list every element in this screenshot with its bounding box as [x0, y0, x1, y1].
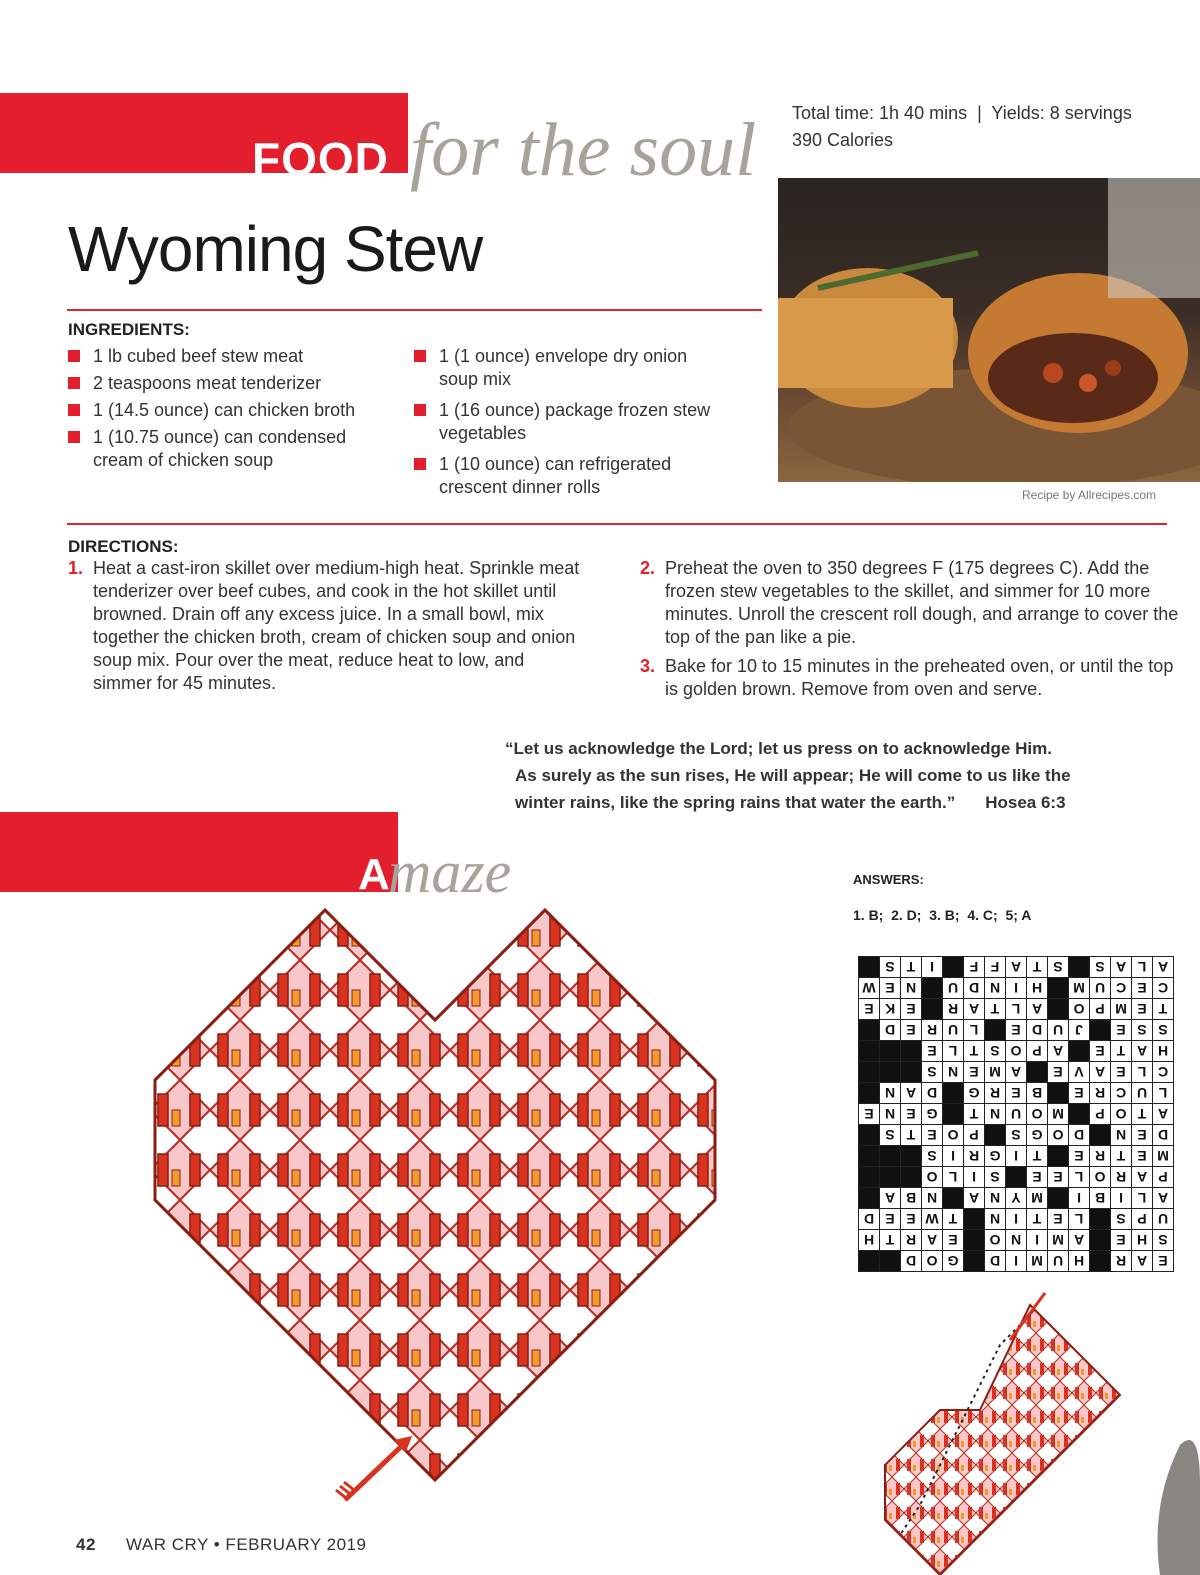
crossword-cell: E [1048, 1167, 1069, 1188]
crossword-cell: A [922, 1230, 943, 1251]
crossword-cell: H [1132, 1230, 1153, 1251]
crossword-cell: S [985, 1167, 1006, 1188]
crossword-cell: B [1027, 1083, 1048, 1104]
step-number: 2. [640, 558, 656, 578]
crossword-cell: T [1111, 1146, 1132, 1167]
crossword-cell: D [1153, 1125, 1174, 1146]
crossword-cell: E [1048, 1209, 1069, 1230]
crossword-cell: E [1006, 1083, 1027, 1104]
amaze-initial: A [358, 850, 390, 899]
ingredient-item: 1 (14.5 ounce) can chicken broth [68, 399, 388, 422]
crossword-block [943, 957, 964, 978]
crossword-cell: E [1090, 1041, 1111, 1062]
crossword-block [1006, 1167, 1027, 1188]
crossword-cell: E [880, 1209, 901, 1230]
crossword-row [859, 1230, 1174, 1251]
crossword-cell: U [1090, 978, 1111, 999]
crossword-cell: M [1048, 1104, 1069, 1125]
crossword-cell: U [943, 978, 964, 999]
crossword-cell: I [1006, 1209, 1027, 1230]
title-divider [67, 309, 762, 311]
crossword-cell: P [1090, 999, 1111, 1020]
crossword-cell: O [922, 1167, 943, 1188]
quote-line-1: “Let us acknowledge the Lord; let us press on to acknowledge Him. [505, 739, 1052, 758]
recipe-calories: 390 Calories [792, 130, 894, 150]
maze-entry-arrow-icon [336, 1436, 412, 1500]
crossword-cell: E [1069, 1083, 1090, 1104]
crossword-cell: T [1132, 1104, 1153, 1125]
step-text: Heat a cast-iron skillet over medium-high heat. Sprinkle meat tenderizer over beef cubes, and cook in the hot skillet until browned. Drain off any excess juice. In a small bowl, mix together the chicken broth, cream of chicken soup and onion soup mix. Pour over the meat, reduce heat to low, and simmer for 45 minutes. [93, 558, 580, 693]
crossword-row [859, 1167, 1174, 1188]
crossword-block [922, 978, 943, 999]
ingredient-item: 2 teaspoons meat tenderizer [68, 372, 388, 395]
crossword-cell: A [1153, 957, 1174, 978]
crossword-cell: I [922, 957, 943, 978]
crossword-cell: I [1027, 1230, 1048, 1251]
crossword-cell: E [922, 1041, 943, 1062]
ingredient-item: 1 (10.75 ounce) can condensed cream of chicken soup [68, 426, 388, 472]
crossword-row [859, 978, 1174, 999]
crossword-cell: A [1153, 1188, 1174, 1209]
crossword-cell: E [1006, 1020, 1027, 1041]
directions-list-right [640, 557, 1180, 707]
crossword-block [859, 1020, 880, 1041]
bullet-square-icon [414, 404, 426, 416]
crossword-cell: L [943, 1167, 964, 1188]
crossword-cell: T [1027, 1146, 1048, 1167]
crossword-row [859, 1062, 1174, 1083]
crossword-cell: A [1006, 1062, 1027, 1083]
crossword-cell: C [1153, 1062, 1174, 1083]
crossword-cell: C [1153, 978, 1174, 999]
crossword-cell: E [1069, 1146, 1090, 1167]
crossword-cell: M [1048, 1230, 1069, 1251]
crossword-cell: H [1069, 1251, 1090, 1272]
crossword-block [1069, 1104, 1090, 1125]
crossword-cell: S [1048, 957, 1069, 978]
crossword-block [859, 1146, 880, 1167]
crossword-cell: F [964, 957, 985, 978]
bullet-square-icon [414, 458, 426, 470]
crossword-cell: E [1132, 999, 1153, 1020]
crossword-block [880, 1167, 901, 1188]
crossword-cell: D [964, 978, 985, 999]
publication-line: WAR CRY • FEBRUARY 2019 [126, 1535, 367, 1554]
crossword-cell: E [943, 1230, 964, 1251]
crossword-row [859, 1251, 1174, 1272]
crossword-block [901, 1167, 922, 1188]
crossword-cell: L [1069, 1209, 1090, 1230]
crossword-row [859, 957, 1174, 978]
crossword-cell: W [859, 978, 880, 999]
crossword-cell: S [1006, 1125, 1027, 1146]
crossword-cell: L [1132, 1062, 1153, 1083]
crossword-cell: R [943, 999, 964, 1020]
crossword-cell: S [922, 1062, 943, 1083]
crossword-cell: S [985, 1041, 1006, 1062]
crossword-cell: E [1132, 1146, 1153, 1167]
crossword-cell: A [1048, 1041, 1069, 1062]
crossword-cell: S [1153, 1230, 1174, 1251]
crossword-cell: A [880, 1188, 901, 1209]
crossword-cell: E [1153, 1251, 1174, 1272]
crossword-block [1048, 1083, 1069, 1104]
crossword-cell: G [1027, 1125, 1048, 1146]
crossword-cell: U [1048, 1251, 1069, 1272]
bullet-square-icon [414, 350, 426, 362]
crossword-cell: A [1090, 1062, 1111, 1083]
crossword-cell: S [880, 957, 901, 978]
crossword-block [943, 1104, 964, 1125]
recipe-photo [778, 178, 1200, 482]
crossword-block [859, 957, 880, 978]
crossword-cell: N [880, 1083, 901, 1104]
crossword-cell: G [964, 1083, 985, 1104]
crossword-block [1069, 1041, 1090, 1062]
crossword-cell: A [1069, 1230, 1090, 1251]
crossword-block [859, 1041, 880, 1062]
crossword-block [943, 1083, 964, 1104]
crossword-cell: R [1090, 1083, 1111, 1104]
bullet-square-icon [68, 431, 80, 443]
crossword-cell: N [985, 1188, 1006, 1209]
crossword-cell: E [1111, 1230, 1132, 1251]
crossword-cell: O [1069, 999, 1090, 1020]
crossword-block [901, 1062, 922, 1083]
crossword-cell: R [985, 1083, 1006, 1104]
crossword-block [859, 1167, 880, 1188]
crossword-cell: T [901, 957, 922, 978]
crossword-block [1069, 957, 1090, 978]
crossword-block [1027, 1062, 1048, 1083]
crossword-cell: D [1069, 1125, 1090, 1146]
crossword-cell: U [1132, 1083, 1153, 1104]
crossword-block [964, 1209, 985, 1230]
crossword-block [943, 1188, 964, 1209]
crossword-cell: L [964, 1020, 985, 1041]
crossword-cell: U [943, 1020, 964, 1041]
crossword-cell: M [1069, 978, 1090, 999]
crossword-cell: H [1027, 978, 1048, 999]
crossword-row [859, 1209, 1174, 1230]
crossword-cell: O [1006, 1041, 1027, 1062]
crossword-cell: I [964, 1167, 985, 1188]
crossword-cell: D [859, 1209, 880, 1230]
crossword-cell: S [1153, 1020, 1174, 1041]
crossword-cell: N [985, 1209, 1006, 1230]
crossword-block [901, 1041, 922, 1062]
crossword-block [859, 1125, 880, 1146]
crossword-cell: I [1006, 1251, 1027, 1272]
crossword-row [859, 1104, 1174, 1125]
crossword-cell: S [922, 1146, 943, 1167]
crossword-cell: B [901, 1188, 922, 1209]
quote-reference: Hosea 6:3 [985, 793, 1066, 812]
crossword-block [880, 1251, 901, 1272]
crossword-cell: E [901, 1104, 922, 1125]
crossword-cell: O [1090, 1167, 1111, 1188]
crossword-block [859, 1188, 880, 1209]
answers-text: 1. B; 2. D; 3. B; 4. C; 5; A [853, 907, 1032, 923]
crossword-cell: R [1111, 1167, 1132, 1188]
crossword-cell: R [1111, 1251, 1132, 1272]
crossword-row [859, 1146, 1174, 1167]
crossword-block [901, 1146, 922, 1167]
quote-line-3-text: winter rains, like the spring rains that water the earth.” [515, 793, 956, 812]
crossword-block [1090, 1230, 1111, 1251]
crossword-cell: T [1111, 1041, 1132, 1062]
crossword-cell: O [1027, 1104, 1048, 1125]
amaze-red-band [0, 812, 398, 892]
crossword-cell: L [1132, 957, 1153, 978]
crossword-cell: U [1048, 1020, 1069, 1041]
directions-heading: DIRECTIONS: [68, 537, 179, 556]
crossword-cell: O [943, 1125, 964, 1146]
crossword-cell: M [1153, 1146, 1174, 1167]
crossword-cell: J [1069, 1020, 1090, 1041]
section-label-script: for the soul [410, 108, 757, 192]
crossword-cell: I [1006, 1146, 1027, 1167]
crossword-cell: M [1111, 999, 1132, 1020]
crossword-cell: S [1090, 957, 1111, 978]
bullet-square-icon [68, 350, 80, 362]
ingredient-item: 1 lb cubed beef stew meat [68, 345, 388, 368]
crossword-cell: F [985, 957, 1006, 978]
crossword-cell: T [901, 1125, 922, 1146]
crossword-cell: E [880, 978, 901, 999]
step-number: 3. [640, 656, 656, 676]
crossword-answer-grid [858, 956, 1174, 1272]
direction-step [640, 557, 1180, 649]
crossword-cell: L [1132, 1188, 1153, 1209]
step-text: Bake for 10 to 15 minutes in the preheated oven, or until the top is golden brown. Remove from oven and serve. [665, 656, 1174, 699]
crossword-row [859, 1125, 1174, 1146]
crossword-cell: T [1027, 957, 1048, 978]
crossword-cell: E [1111, 1020, 1132, 1041]
crossword-block [1048, 1188, 1069, 1209]
ingredient-item: 1 (16 ounce) package frozen stew vegetables [414, 399, 714, 445]
crossword-cell: E [1048, 1062, 1069, 1083]
crossword-cell: C [1111, 978, 1132, 999]
step-number: 1. [68, 558, 84, 578]
crossword-cell: E [859, 1104, 880, 1125]
crossword-cell: I [1069, 1188, 1090, 1209]
crossword-block [1090, 1209, 1111, 1230]
amaze-script: maze [388, 839, 512, 905]
quote-line-2: As surely as the sun rises, He will appear; He will come to us like the [515, 766, 1071, 785]
crossword-cell: A [1027, 999, 1048, 1020]
direction-step [640, 655, 1180, 701]
ingredients-list-right [414, 345, 714, 503]
crossword-block [859, 1062, 880, 1083]
directions-list-left [68, 557, 588, 701]
crossword-cell: N [880, 1104, 901, 1125]
crossword-cell: A [1132, 1041, 1153, 1062]
quote-line-3 [505, 789, 1165, 816]
crossword-cell: A [964, 999, 985, 1020]
crossword-block [964, 1230, 985, 1251]
crossword-block [1090, 1251, 1111, 1272]
crossword-cell: T [964, 1104, 985, 1125]
heart-maze[interactable] [150, 900, 720, 1510]
crossword-cell: A [901, 1083, 922, 1104]
crossword-cell: D [985, 1251, 1006, 1272]
crossword-cell: T [880, 1230, 901, 1251]
crossword-block [1090, 1125, 1111, 1146]
crossword-cell: A [1132, 1167, 1153, 1188]
crossword-cell: E [901, 1020, 922, 1041]
crossword-cell: G [922, 1104, 943, 1125]
page-number: 42 [76, 1535, 96, 1554]
crossword-cell: D [901, 1251, 922, 1272]
crossword-cell: D [922, 1083, 943, 1104]
crossword-cell: T [1027, 1209, 1048, 1230]
crossword-row [859, 1041, 1174, 1062]
crossword-cell: I [1111, 1188, 1132, 1209]
crossword-cell: L [1153, 1083, 1174, 1104]
crossword-cell: N [985, 1104, 1006, 1125]
crossword-cell: R [922, 1020, 943, 1041]
crossword-cell: I [943, 1146, 964, 1167]
ingredient-item: 1 (1 ounce) envelope dry onion soup mix [414, 345, 714, 391]
ingredients-list-left [68, 345, 388, 476]
crossword-cell: R [901, 1230, 922, 1251]
crossword-cell: Y [1006, 1188, 1027, 1209]
crossword-cell: N [943, 1062, 964, 1083]
crossword-block [880, 1146, 901, 1167]
crossword-row [859, 999, 1174, 1020]
crossword-cell: R [1090, 1146, 1111, 1167]
crossword-cell: D [1027, 1020, 1048, 1041]
pot-pie-illustration [778, 178, 1200, 482]
crossword-row [859, 1083, 1174, 1104]
crossword-cell: L [1069, 1167, 1090, 1188]
crossword-cell: A [1132, 1251, 1153, 1272]
direction-step [68, 557, 588, 695]
crossword-cell: N [1006, 1230, 1027, 1251]
crossword-cell: K [880, 999, 901, 1020]
crossword-cell: E [901, 1209, 922, 1230]
crossword-cell: S [1132, 1020, 1153, 1041]
crossword-cell: E [1132, 978, 1153, 999]
step-text: Preheat the oven to 350 degrees F (175 degrees C). Add the frozen stew vegetables to the skillet, and simmer for 10 more minutes. Unroll the crescent roll dough, and arrange to cover the top of the pan like a pie. [665, 558, 1179, 647]
crossword-cell: T [964, 1041, 985, 1062]
crossword-cell: I [1006, 978, 1027, 999]
crossword-cell: T [985, 999, 1006, 1020]
crossword-cell: S [1111, 1209, 1132, 1230]
crossword-cell: E [901, 999, 922, 1020]
crossword-cell: O [985, 1230, 1006, 1251]
crossword-cell: E [859, 999, 880, 1020]
crossword-cell: N [1111, 1125, 1132, 1146]
crossword-cell: E [1027, 1167, 1048, 1188]
bullet-square-icon [68, 404, 80, 416]
crossword-block [922, 999, 943, 1020]
scripture-quote [505, 735, 1165, 816]
crossword-cell: R [964, 1146, 985, 1167]
crossword-cell: N [922, 1188, 943, 1209]
photo-credit: Recipe by Allrecipes.com [1022, 488, 1157, 502]
crossword-cell: A [1111, 957, 1132, 978]
crossword-cell: O [922, 1251, 943, 1272]
crossword-block [859, 1083, 880, 1104]
crossword-cell: N [901, 978, 922, 999]
crossword-table [858, 956, 1174, 1272]
crossword-cell: P [1153, 1167, 1174, 1188]
crossword-cell: T [1153, 999, 1174, 1020]
crossword-cell: M [1027, 1188, 1048, 1209]
crossword-cell: B [1090, 1188, 1111, 1209]
crossword-cell: C [1111, 1083, 1132, 1104]
crossword-block [1048, 978, 1069, 999]
crossword-block [859, 1251, 880, 1272]
crossword-cell: A [964, 1188, 985, 1209]
ingredients-heading: INGREDIENTS: [68, 320, 190, 339]
crossword-cell: U [1006, 1104, 1027, 1125]
crossword-cell: P [964, 1125, 985, 1146]
crossword-cell: G [985, 1146, 1006, 1167]
crossword-cell: W [922, 1209, 943, 1230]
crossword-cell: G [943, 1251, 964, 1272]
crossword-cell: S [880, 1125, 901, 1146]
crossword-cell: L [943, 1041, 964, 1062]
crossword-cell: M [1027, 1251, 1048, 1272]
recipe-title: Wyoming Stew [68, 213, 483, 285]
answers-label: ANSWERS: [853, 872, 924, 887]
crossword-block [1048, 999, 1069, 1020]
crossword-cell: N [985, 978, 1006, 999]
crossword-cell: P [1132, 1209, 1153, 1230]
bullet-square-icon [68, 377, 80, 389]
crossword-cell: L [1006, 999, 1027, 1020]
crossword-block [880, 1041, 901, 1062]
crossword-row [859, 1188, 1174, 1209]
crossword-row [859, 1020, 1174, 1041]
crossword-cell: A [1153, 1104, 1174, 1125]
crossword-cell: P [1027, 1041, 1048, 1062]
crossword-cell: T [943, 1209, 964, 1230]
crossword-cell: H [1153, 1041, 1174, 1062]
crossword-cell: H [859, 1230, 880, 1251]
crossword-cell: M [985, 1062, 1006, 1083]
crossword-cell: U [1153, 1209, 1174, 1230]
crossword-cell: E [1111, 1062, 1132, 1083]
crossword-block [1090, 1020, 1111, 1041]
crossword-cell: D [880, 1020, 901, 1041]
crossword-cell: P [1090, 1104, 1111, 1125]
crossword-cell: O [1111, 1104, 1132, 1125]
crossword-block [1048, 1146, 1069, 1167]
crossword-cell: V [1069, 1062, 1090, 1083]
ingredient-item: 1 (10 ounce) can refrigerated crescent dinner rolls [414, 453, 714, 499]
crossword-cell: E [1132, 1125, 1153, 1146]
maze-solution-thumbnail [880, 1285, 1200, 1575]
crossword-block [985, 1020, 1006, 1041]
crossword-cell: A [1006, 957, 1027, 978]
section-label-food: FOOD [252, 133, 389, 185]
crossword-block [985, 1125, 1006, 1146]
crossword-block [880, 1062, 901, 1083]
crossword-cell: O [1048, 1125, 1069, 1146]
crossword-cell: E [922, 1125, 943, 1146]
crossword-cell: E [964, 1062, 985, 1083]
recipe-time-yield: Total time: 1h 40 mins | Yields: 8 servings [792, 103, 1132, 123]
crossword-block [964, 1251, 985, 1272]
directions-divider [67, 523, 1167, 525]
